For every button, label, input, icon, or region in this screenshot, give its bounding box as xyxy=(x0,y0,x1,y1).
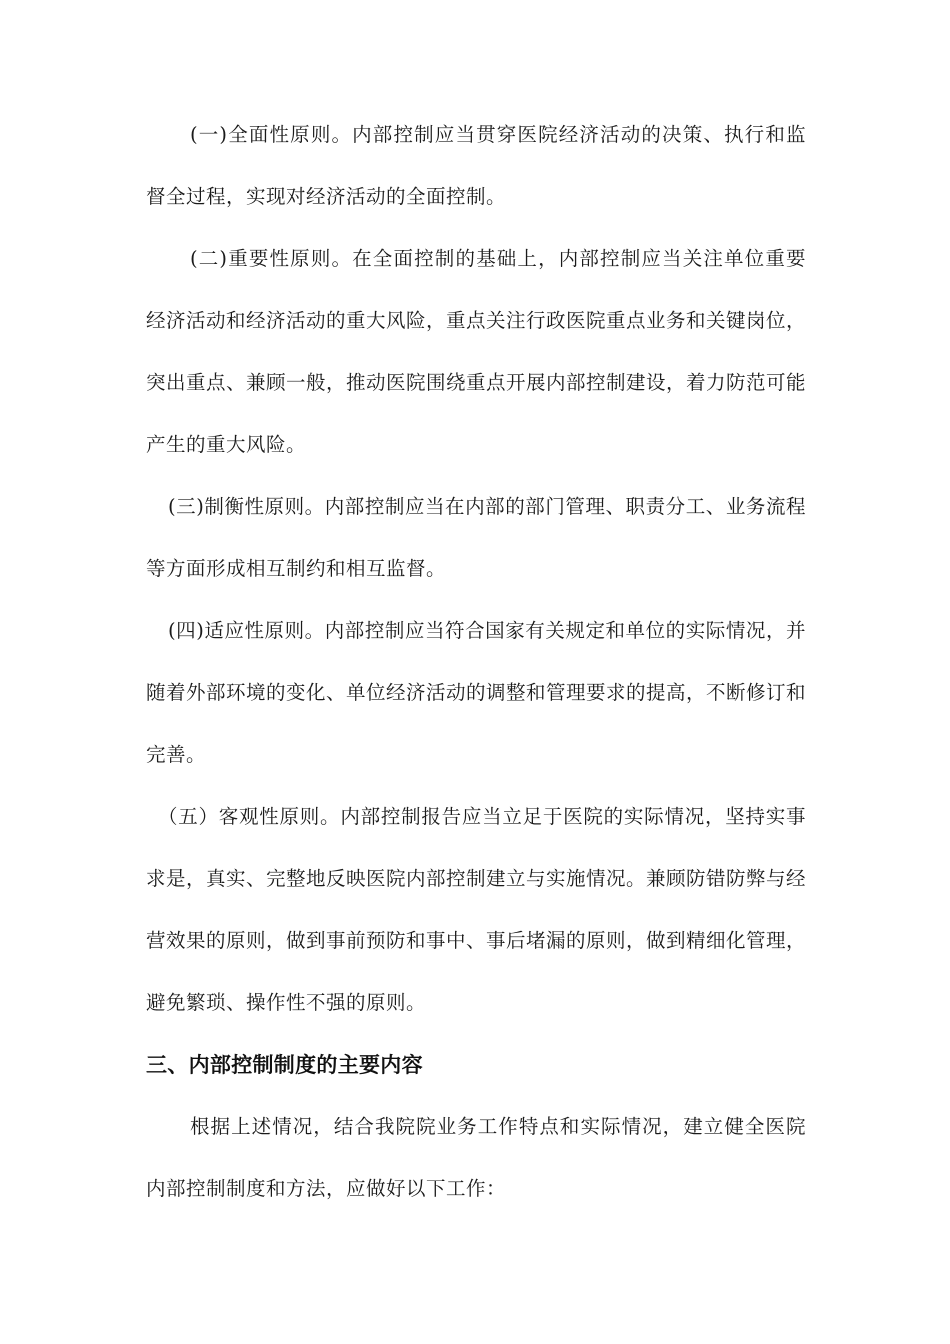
principle-comprehensiveness: (一)全面性原则。内部控制应当贯穿医院经济活动的决策、执行和监督全过程，实现对经济活动的全面控制。 xyxy=(146,123,806,208)
section-heading: 三、内部控制制度的主要内容 xyxy=(146,1053,423,1077)
principle-objectivity: （五）客观性原则。内部控制报告应当立足于医院的实际情况，坚持实事求是，真实、完整地反映医院内部控制建立与实施情况。兼顾防错防弊与经营效果的原则，做到事前预防和事中、事后堵漏的原则，做到精细化管理，避免繁琐、操作性不强的原则。 xyxy=(146,805,807,1014)
document-page xyxy=(146,104,806,1220)
section-body: 根据上述情况，结合我院院业务工作特点和实际情况，建立健全医院内部控制制度和方法，应做好以下工作： xyxy=(146,1115,806,1200)
principle-adaptability: (四)适应性原则。内部控制应当符合国家有关规定和单位的实际情况，并随着外部环境的变化、单位经济活动的调整和管理要求的提高，不断修订和完善。 xyxy=(146,619,807,766)
principle-checks-balances: (三)制衡性原则。内部控制应当在内部的部门管理、职责分工、业务流程等方面形成相互制约和相互监督。 xyxy=(146,495,806,580)
principle-importance: (二)重要性原则。在全面控制的基础上，内部控制应当关注单位重要经济活动和经济活动的重大风险，重点关注行政医院重点业务和关键岗位，突出重点、兼顾一般，推动医院围绕重点开展内部控制建设，着力防范可能产生的重大风险。 xyxy=(146,247,807,456)
